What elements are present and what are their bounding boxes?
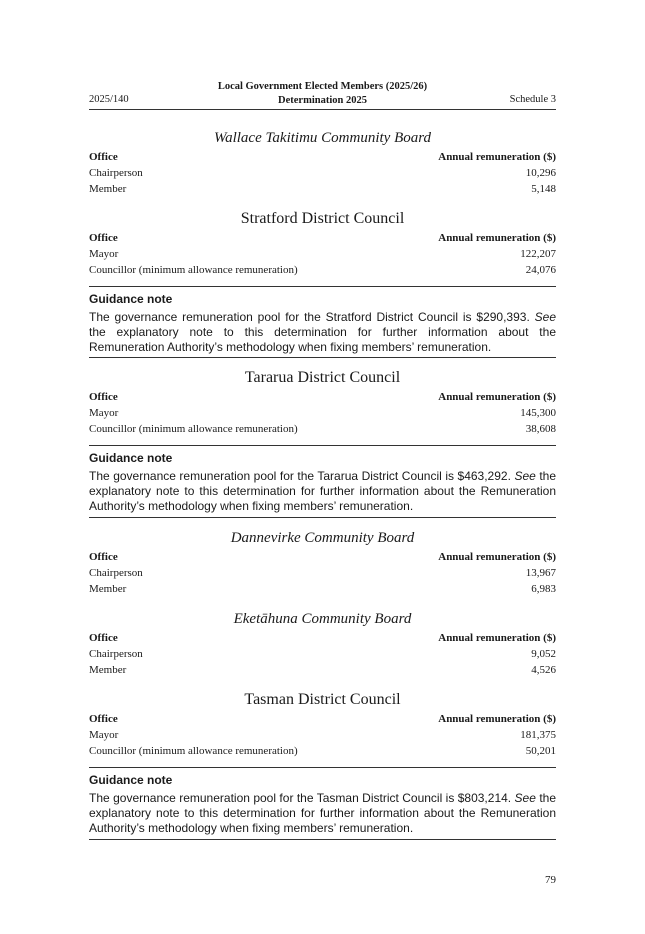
table-row: [89, 662, 556, 678]
amount-cell: 145,300: [520, 407, 556, 419]
office-cell: Mayor: [89, 248, 119, 260]
table-row: [89, 262, 556, 278]
section-title: Eketāhuna Community Board: [233, 611, 412, 627]
page-number: 79: [545, 874, 556, 886]
guidance-note-text: The governance remuneration pool for the Tararua District Council is $463,292. See the explanatory note to this determination for further information about the Remuneration Authority’s methodology when fixing members’ remuneration.: [89, 469, 557, 513]
remuneration-column-header: Annual remuneration ($): [438, 551, 556, 563]
amount-cell: 181,375: [520, 729, 556, 741]
section-stratford-district-council: [89, 208, 556, 278]
office-column-header: Office: [89, 151, 118, 163]
document-page: [89, 0, 556, 934]
table-header-row: [89, 549, 556, 565]
office-cell: Member: [89, 583, 127, 595]
header-rule: [89, 109, 556, 110]
table-row: [89, 165, 556, 181]
office-cell: Chairperson: [89, 648, 143, 660]
remuneration-column-header: Annual remuneration ($): [438, 632, 556, 644]
table-row: [89, 181, 556, 197]
office-cell: Chairperson: [89, 567, 143, 579]
guidance-note: [89, 772, 556, 836]
section-title: Tararua District Council: [244, 369, 401, 386]
guidance-note-title: Guidance note: [89, 773, 173, 787]
office-cell: Councillor (minimum allowance remuneration): [89, 264, 298, 276]
office-column-header: Office: [89, 632, 118, 644]
guidance-note: [89, 450, 556, 514]
office-cell: Chairperson: [89, 167, 143, 179]
table-header-row: [89, 711, 556, 727]
office-cell: Mayor: [89, 407, 119, 419]
header-act-number: 2025/140: [89, 94, 129, 105]
amount-cell: 38,608: [525, 423, 556, 435]
section-wallace-takitimu: [89, 127, 556, 197]
section-dannevirke-community-board: [89, 527, 556, 597]
table-row: [89, 405, 556, 421]
office-column-header: Office: [89, 391, 118, 403]
office-cell: Mayor: [89, 729, 119, 741]
guidance-bottom-rule: [89, 357, 556, 358]
amount-cell: 10,296: [525, 167, 556, 179]
amount-cell: 9,052: [531, 648, 556, 660]
table-row: [89, 646, 556, 662]
section-title: Stratford District Council: [240, 210, 405, 227]
guidance-bottom-rule: [89, 517, 556, 518]
table-header-row: [89, 149, 556, 165]
remuneration-column-header: Annual remuneration ($): [438, 713, 556, 725]
section-tasman-district-council: [89, 689, 556, 759]
table-row: [89, 565, 556, 581]
remuneration-column-header: Annual remuneration ($): [438, 391, 556, 403]
table-row: [89, 727, 556, 743]
amount-cell: 13,967: [525, 567, 556, 579]
office-cell: Member: [89, 183, 127, 195]
guidance-note: [89, 291, 556, 355]
remuneration-column-header: Annual remuneration ($): [438, 151, 556, 163]
running-header: [89, 80, 556, 108]
table-row: [89, 421, 556, 437]
amount-cell: 4,526: [531, 664, 556, 676]
header-title-line-1: Local Government Elected Members (2025/26): [217, 81, 428, 92]
table-bottom-rule: [89, 767, 556, 768]
guidance-note-title: Guidance note: [89, 451, 173, 465]
section-title: Wallace Takitimu Community Board: [213, 130, 432, 146]
table-bottom-rule: [89, 286, 556, 287]
office-column-header: Office: [89, 713, 118, 725]
amount-cell: 6,983: [531, 583, 556, 595]
table-row: [89, 246, 556, 262]
amount-cell: 24,076: [525, 264, 556, 276]
header-title: [89, 80, 556, 108]
office-cell: Member: [89, 664, 127, 676]
office-cell: Councillor (minimum allowance remuneration): [89, 423, 298, 435]
section-title: Dannevirke Community Board: [230, 530, 415, 546]
header-title-line-2: Determination 2025: [278, 95, 367, 106]
amount-cell: 5,148: [531, 183, 556, 195]
office-cell: Councillor (minimum allowance remuneration): [89, 745, 298, 757]
header-schedule: Schedule 3: [509, 94, 556, 105]
table-row: [89, 743, 556, 759]
remuneration-column-header: Annual remuneration ($): [438, 232, 556, 244]
table-header-row: [89, 630, 556, 646]
office-column-header: Office: [89, 232, 118, 244]
guidance-note-title: Guidance note: [89, 292, 173, 306]
section-eketahuna-community-board: [89, 608, 556, 678]
table-header-row: [89, 230, 556, 246]
section-title: Tasman District Council: [244, 691, 401, 708]
guidance-note-text: The governance remuneration pool for the Stratford District Council is $290,393. See the explanatory note to this determination for further information about the Remuneration Authority’s methodology when fixing members’ remuneration.: [89, 310, 556, 354]
amount-cell: 50,201: [525, 745, 556, 757]
section-tararua-district-council: [89, 367, 556, 437]
table-row: [89, 581, 556, 597]
amount-cell: 122,207: [520, 248, 556, 260]
table-header-row: [89, 389, 556, 405]
table-bottom-rule: [89, 445, 556, 446]
office-column-header: Office: [89, 551, 118, 563]
guidance-bottom-rule: [89, 839, 556, 840]
guidance-note-text: The governance remuneration pool for the Tasman District Council is $803,214. See the explanatory note to this determination for further information about the Remuneration Authority’s methodology when fixing members’ remuneration.: [89, 791, 556, 835]
